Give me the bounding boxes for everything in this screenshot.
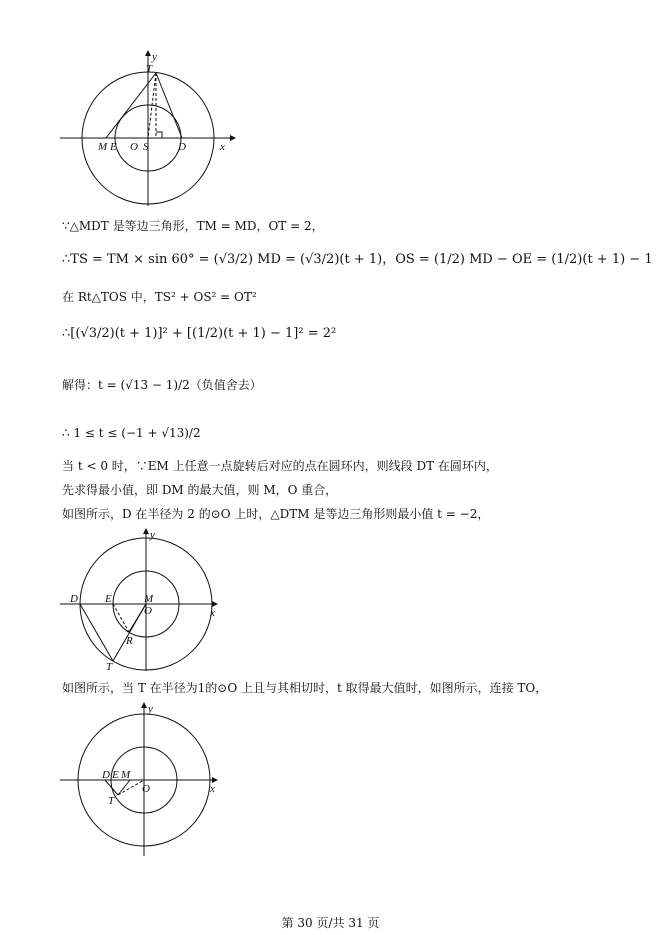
point-label-T: T <box>106 661 113 673</box>
text-line-7: 当 t < 0 时，∵EM 上任意一点旋转后对应的点在圆环内，则线段 DT 在圆环内， <box>62 459 498 473</box>
point-label-M: M <box>144 593 154 605</box>
text-line-1: ∵△MDT 是等边三角形，TM = MD，OT = 2， <box>62 219 324 233</box>
axis-label-x: x <box>210 783 215 795</box>
y-axis-arrow <box>143 528 149 534</box>
segment-DT <box>80 604 113 661</box>
text-line-4: ∴[(√3/2)(t + 1)]² + [(1/2)(t + 1) − 1]² = 2² <box>62 326 337 341</box>
point-label-O: O <box>142 783 150 795</box>
page-footer: 第 30 页/共 31 页 <box>281 916 380 930</box>
y-axis-arrow <box>141 702 147 708</box>
text-line-3: 在 Rt△TOS 中，TS² + OS² = OT² <box>62 290 257 304</box>
segment-TM <box>118 780 130 795</box>
segment-TO <box>118 780 144 795</box>
point-label-E: E <box>105 593 112 605</box>
x-axis-arrow <box>230 135 236 141</box>
axis-label-y: y <box>152 51 157 63</box>
figure-2 <box>60 526 240 676</box>
point-label-S: S <box>143 141 149 153</box>
point-label-D: D <box>102 769 110 781</box>
point-label-M: M <box>121 769 131 781</box>
axis-label-y: y <box>150 529 155 541</box>
text-line-9: 如图所示，D 在半径为 2 的⊙O 上时，△DTM 是等边三角形则最小值 t = −2， <box>62 507 490 521</box>
segment-ER <box>113 604 129 632</box>
figure-3 <box>60 700 240 860</box>
point-label-E: E <box>110 141 117 153</box>
text-line-6: ∴ 1 ≤ t ≤ (−1 + √13)/2 <box>62 426 201 440</box>
segment-TD <box>156 73 182 138</box>
text-line-8: 先求得最小值，即 DM 的最大值，则 M，O 重合， <box>62 483 338 497</box>
point-label-O: O <box>130 141 138 153</box>
text-line-10: 如图所示，当 T 在半径为1的⊙O 上且与其相切时，t 取得最大值时，如图所示，连接 TO， <box>62 681 548 695</box>
axis-label-x: x <box>220 141 225 153</box>
right-angle-mark <box>156 132 162 138</box>
point-label-D: D <box>178 141 186 153</box>
text-line-5: 解得：t = (√13 − 1)/2（负值舍去） <box>62 378 262 392</box>
axis-label-x: x <box>210 607 215 619</box>
point-label-T: T <box>146 63 153 75</box>
point-label-M: M <box>98 141 108 153</box>
axis-label-y: y <box>148 703 153 715</box>
point-label-E: E <box>112 769 119 781</box>
text-line-2: ∴TS = TM × sin 60° = (√3/2) MD = (√3/2)(t + 1)，OS = (1/2) MD − OE = (1/2)(t + 1) − 1 <box>62 252 653 267</box>
point-label-R: R <box>126 635 133 647</box>
point-label-D: D <box>70 593 78 605</box>
y-axis-arrow <box>145 50 151 56</box>
point-label-T: T <box>108 795 115 807</box>
figure-1 <box>60 48 240 208</box>
point-label-O: O <box>144 605 152 617</box>
